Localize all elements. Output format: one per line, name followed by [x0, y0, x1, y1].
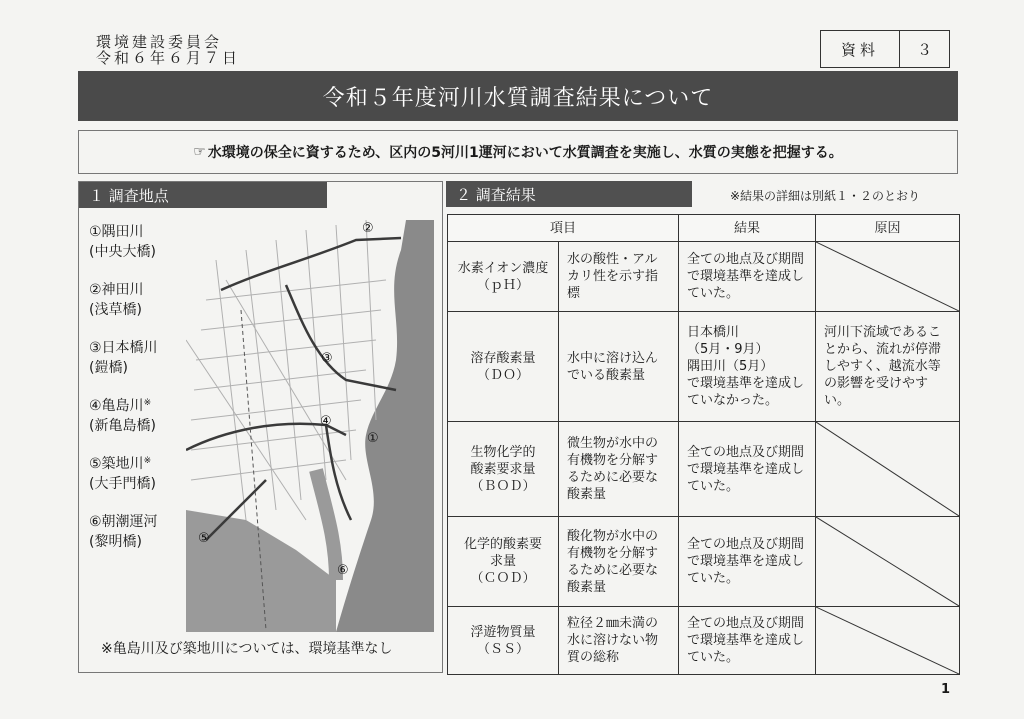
- table-header-row: [448, 215, 960, 242]
- item-description: 粒径２㎜未満の水に溶けない物質の総称: [559, 607, 679, 675]
- location-bridge: (新亀島橋): [89, 418, 156, 434]
- cause-not-applicable: [816, 517, 960, 607]
- document-label-box: [820, 30, 950, 68]
- location-bridge: (大手門橋): [89, 476, 156, 492]
- committee-date: 令和６年６月７日: [96, 49, 241, 67]
- details-note: ※結果の詳細は別紙１・２のとおり: [730, 189, 921, 203]
- item-result: 全ての地点及び期間で環境基準を達成していた。: [679, 242, 816, 312]
- item-description: 水中に溶け込んでいる酸素量: [559, 312, 679, 422]
- survey-results-panel: [446, 181, 960, 671]
- location-name: ②神田川: [89, 282, 144, 298]
- map-marker-4: ④: [320, 414, 332, 429]
- location-name: ⑥朝潮運河: [89, 514, 158, 530]
- location-name: ③日本橋川: [89, 340, 158, 356]
- committee-info: [96, 34, 240, 66]
- section2-heading: ２ 調査結果: [446, 181, 692, 207]
- no-standard-mark: ※: [143, 398, 152, 408]
- committee-name: 環境建設委員会: [96, 33, 223, 51]
- map-marker-1: ①: [367, 431, 379, 446]
- item-description: 水の酸性・アルカリ性を示す指標: [559, 242, 679, 312]
- table-row: [448, 422, 960, 517]
- pointing-hand-icon: ☞: [193, 144, 206, 160]
- item-description: 酸化物が水中の有機物を分解するために必要な酸素量: [559, 517, 679, 607]
- page-title: 令和５年度河川水質調査結果について: [78, 71, 958, 121]
- results-table: [447, 214, 960, 675]
- column-header-item: 項目: [448, 215, 679, 242]
- item-name: 浮遊物質量 （ＳＳ）: [448, 607, 559, 675]
- survey-locations-panel: [78, 181, 443, 673]
- document-label: 資料: [821, 31, 900, 67]
- location-name: ①隅田川: [89, 224, 144, 240]
- location-name: ④亀島川: [89, 398, 144, 414]
- item-name: 溶存酸素量 （ＤＯ）: [448, 312, 559, 422]
- page-number: 1: [941, 682, 951, 697]
- map-marker-6: ⑥: [337, 563, 349, 578]
- location-bridge: (中央大橋): [89, 244, 156, 260]
- document-number: ３: [916, 40, 932, 59]
- item-result: 全ての地点及び期間で環境基準を達成していた。: [679, 517, 816, 607]
- item-name: 生物化学的 酸素要求量 （ＢＯＤ）: [448, 422, 559, 517]
- table-row: [448, 607, 960, 675]
- cause-not-applicable: [816, 242, 960, 312]
- cause-not-applicable: [816, 607, 960, 675]
- map-marker-5: ⑤: [198, 531, 210, 546]
- table-row: [448, 517, 960, 607]
- map-marker-2: ②: [362, 221, 374, 236]
- section1-heading: １ 調査地点: [79, 182, 327, 208]
- item-cause: 河川下流域であることから、流れが停滞しやすく、越流水等の影響を受けやすい。: [816, 312, 960, 422]
- survey-map: [186, 220, 434, 632]
- location-bridge: (鎧橋): [89, 360, 128, 376]
- item-description: 微生物が水中の有機物を分解するために必要な酸素量: [559, 422, 679, 517]
- cause-not-applicable: [816, 422, 960, 517]
- location-name: ⑤築地川: [89, 456, 144, 472]
- table-row: [448, 312, 960, 422]
- table-row: [448, 242, 960, 312]
- purpose-text: 水環境の保全に資するため、区内の5河川1運河において水質調査を実施し、水質の実態を把握する。: [207, 145, 843, 161]
- column-header-result: 結果: [679, 215, 816, 242]
- item-result: 日本橋川 （5月・9月） 隅田川（5月） で環境基準を達成していなかった。: [679, 312, 816, 422]
- no-standard-mark: ※: [143, 456, 152, 466]
- purpose-statement: [78, 130, 958, 174]
- item-result: 全ての地点及び期間で環境基準を達成していた。: [679, 607, 816, 675]
- item-result: 全ての地点及び期間で環境基準を達成していた。: [679, 422, 816, 517]
- column-header-cause: 原因: [816, 215, 960, 242]
- item-name: 化学的酸素要 求量 （ＣＯＤ）: [448, 517, 559, 607]
- location-bridge: (浅草橋): [89, 302, 142, 318]
- section1-footnote: ※亀島川及び築地川については、環境基準なし: [101, 641, 393, 657]
- location-bridge: (黎明橋): [89, 534, 142, 550]
- item-name: 水素イオン濃度 （ｐＨ）: [448, 242, 559, 312]
- map-marker-3: ③: [321, 351, 333, 366]
